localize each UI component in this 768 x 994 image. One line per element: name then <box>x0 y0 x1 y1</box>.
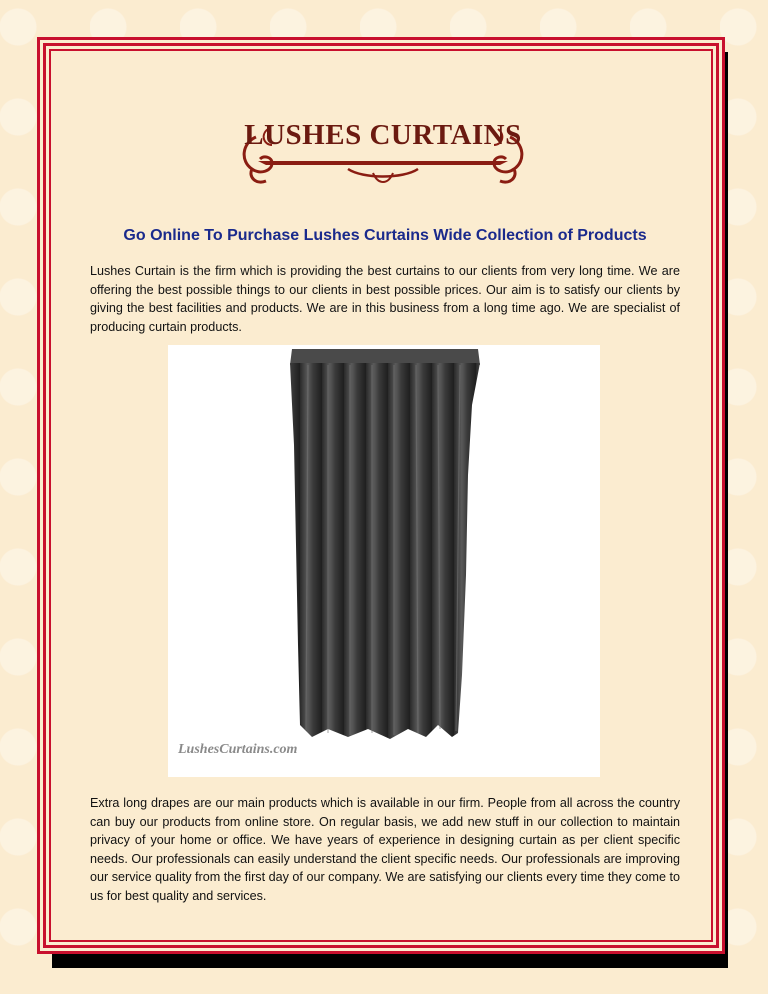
body-paragraph: Extra long drapes are our main products which is available in our firm. People from all across the country can buy our products from online store. On regular basis, we add new stuff in our collection to maintain privacy of your home or office. We have years of experience in designing curtain as per client specific needs. Our professionals can easily understand the client specific needs. Our professionals are improving our service quality from the first day of our company. We are satisfying our clients every time they come to us for best quality and services. <box>90 796 680 903</box>
logo-text: LUSHES CURTAINS <box>244 119 522 151</box>
intro-paragraph: Lushes Curtain is the firm which is providing the best curtains to our clients from very long time. We are offering the best possible things to our clients in best possible prices. Our aim is to satisfy our clients by giving the best facilities and products. We are in this business from a long time ago. We are specialist of producing curtain products. <box>90 264 680 334</box>
curtain-icon <box>168 345 600 777</box>
page-title: Go Online To Purchase Lushes Curtains Wide Collection of Products <box>123 227 647 244</box>
logo <box>238 117 528 189</box>
curtain-image <box>168 345 600 777</box>
image-watermark: LushesCurtains.com <box>178 742 298 757</box>
